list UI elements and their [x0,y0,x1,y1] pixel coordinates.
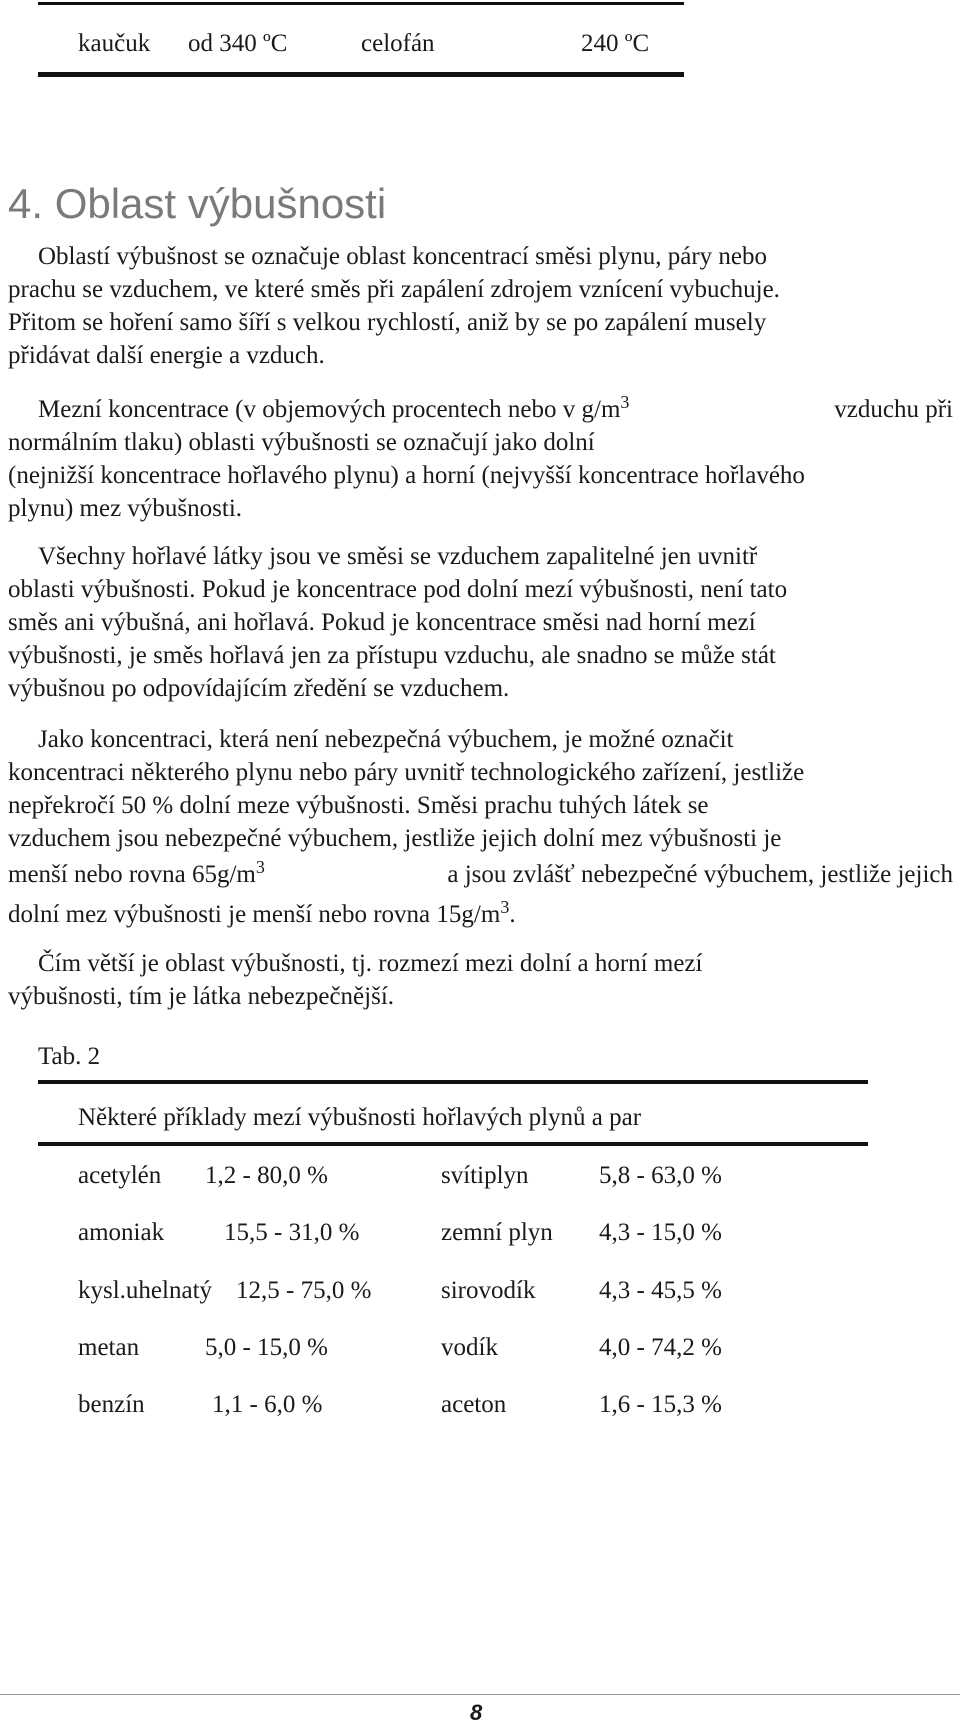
gas-name: acetylén [78,1162,162,1189]
paragraph-line [8,789,953,822]
paragraph-line [8,756,953,789]
paragraph-line [8,947,953,980]
paragraph-3 [8,540,953,705]
paragraph-line [8,573,953,606]
gas-name: kysl.uhelnatý [78,1277,213,1304]
paragraph-line [8,822,953,855]
explosive-limits: 1,6 - 15,3 % [599,1391,722,1418]
top-table-cell: od 340 ºC [188,30,288,57]
text-line: vzduchem jsou nebezpečné výbuchem, jestliže jejich dolní mez výbušnosti je [8,825,782,852]
paragraph-line [8,459,953,492]
text-line [38,393,629,426]
text-fragment: vzduchu při [834,396,953,423]
paragraph-line [8,980,953,1013]
text-line: výbušnou po odpovídajícím zředění se vzduchem. [8,675,510,702]
text-line: přidávat další energie a vzduch. [8,342,325,369]
gas-name: metan [78,1334,140,1361]
paragraph-line [8,855,953,895]
text-line: Všechny hořlavé látky jsou ve směsi se vzduchem zapalitelné jen uvnitř [38,543,758,570]
superscript: 3 [255,857,265,877]
text-line: Přitom se hoření samo šíří s velkou rychlostí, aniž by se po zapálení musely [8,309,767,336]
paragraph-1 [8,240,953,372]
top-table-bottom-rule [38,72,684,77]
table-label: Tab. 2 [38,1043,101,1070]
paragraph-line [8,273,953,306]
text-line: nepřekročí 50 % dolní meze výbušnosti. Směsi prachu tuhých látek se [8,792,709,819]
text-fragment: menší nebo rovna 65g/m [8,861,256,888]
footer-rule [0,1694,960,1695]
text-fragment: dolní mez výbušnosti je menší nebo rovna 15g/m [8,901,501,928]
explosive-limits: 1,2 - 80,0 % [205,1162,328,1189]
paragraph-4 [8,723,953,935]
gas-name: zemní plyn [441,1219,553,1246]
explosive-limits: 4,0 - 74,2 % [599,1334,722,1361]
text-line: výbušnosti, tím je látka nebezpečnější. [8,983,395,1010]
top-table-cell: celofán [361,30,435,57]
paragraph-line [8,672,953,705]
explosive-limits: 4,3 - 15,0 % [599,1219,722,1246]
text-fragment: . [509,901,516,928]
top-table-cell: 240 ºC [581,30,650,57]
page-number: 8 [470,1700,483,1725]
text-line [8,855,265,895]
paragraph-line [8,306,953,339]
explosive-limits: 1,1 - 6,0 % [212,1391,323,1418]
text-line: koncentraci některého plynu nebo páry uvnitř technologického zařízení, jestliže [8,759,805,786]
explosive-limits: 5,0 - 15,0 % [205,1334,328,1361]
section-heading: 4. Oblast výbušnosti [8,180,387,227]
paragraph-5 [8,947,953,1013]
explosive-limits: 5,8 - 63,0 % [599,1162,722,1189]
paragraph-line [8,393,953,426]
text-fragment: Mezní koncentrace (v objemových procentech nebo v g/m [38,396,621,423]
paragraph-line [8,426,953,459]
text-line: (nejnižší koncentrace hořlavého plynu) a horní (nejvyšší koncentrace hořlavého [8,462,805,489]
gas-name: benzín [78,1391,145,1418]
text-fragment: a jsou zvlášť nebezpečné výbuchem, jestliže jejich [447,861,953,888]
text-line: prachu se vzduchem, ve které směs při zapálení zdrojem vznícení vybuchuje. [8,276,780,303]
superscript: 3 [500,897,510,917]
paragraph-line [8,723,953,756]
paragraph-line [8,339,953,372]
explosive-limits: 4,3 - 45,5 % [599,1277,722,1304]
table-top-rule [38,1080,868,1084]
paragraph-line [8,639,953,672]
text-line: oblasti výbušnosti. Pokud je koncentrace pod dolní mezí výbušnosti, není tato [8,576,788,603]
text-line: plynu) mez výbušnosti. [8,495,243,522]
text-line: Čím větší je oblast výbušnosti, tj. rozmezí mezi dolní a horní mezí [38,950,703,977]
explosive-limits: 12,5 - 75,0 % [236,1277,372,1304]
paragraph-line [8,492,953,525]
explosive-limits: 15,5 - 31,0 % [224,1219,360,1246]
text-line: výbušnosti, je směs hořlavá jen za přístupu vzduchu, ale snadno se může stát [8,642,776,669]
text-line: normálním tlaku) oblasti výbušnosti se označují jako dolní [8,429,595,456]
gas-name: aceton [441,1391,507,1418]
table-caption: Některé příklady mezí výbušnosti hořlavých plynů a par [78,1104,642,1131]
paragraph-line [8,606,953,639]
superscript: 3 [620,392,630,412]
text-line: Oblastí výbušnost se označuje oblast koncentrací směsi plynu, páry nebo [38,243,768,270]
table-caption-rule [38,1142,868,1146]
paragraph-line [8,540,953,573]
paragraph-line [8,240,953,273]
paragraph-2 [8,393,953,525]
gas-name: svítiplyn [441,1162,529,1189]
gas-name: sirovodík [441,1277,536,1304]
text-line: Jako koncentraci, která není nebezpečná výbuchem, je možné označit [38,726,734,753]
top-table-cell: kaučuk [78,30,151,57]
text-line: směs ani výbušná, ani hořlavá. Pokud je koncentrace směsi nad horní mezí [8,609,756,636]
paragraph-line [8,895,953,935]
top-rule [38,2,684,5]
gas-name: vodík [441,1334,498,1361]
gas-name: amoniak [78,1219,165,1246]
text-line [8,895,516,935]
